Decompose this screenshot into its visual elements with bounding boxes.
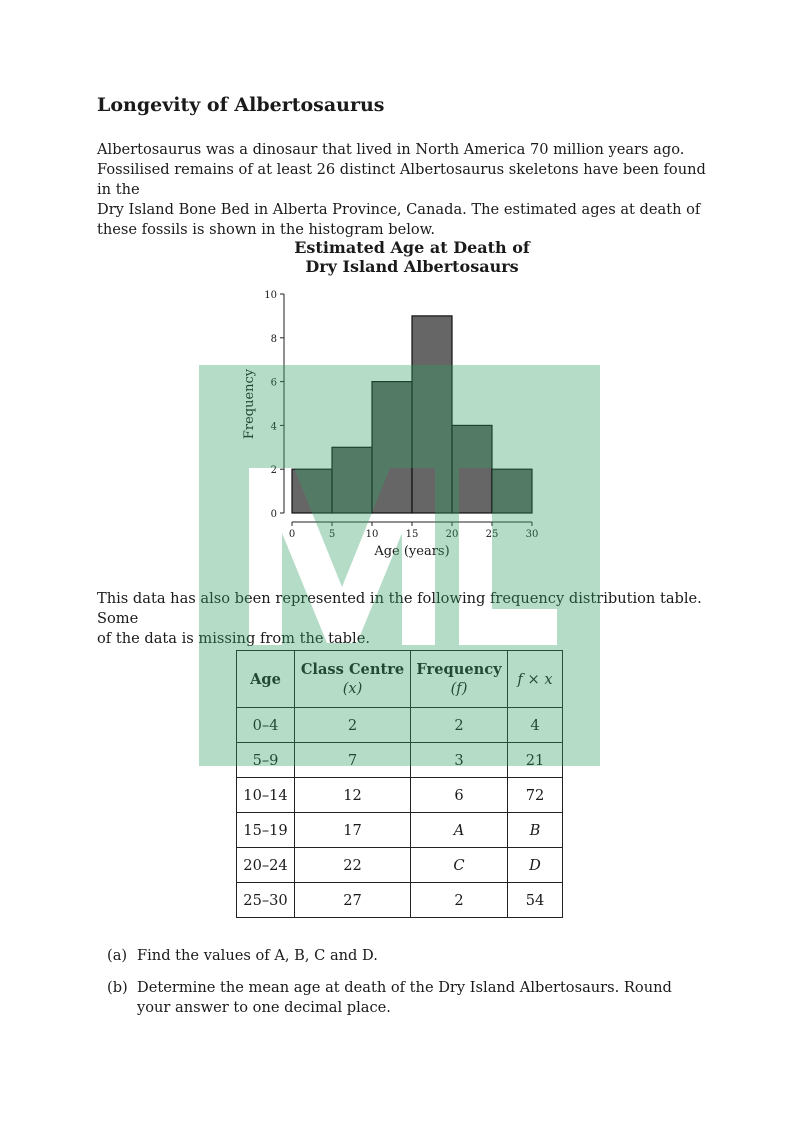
x-tick-label: 30 (525, 529, 539, 540)
x-tick-label: 20 (445, 529, 459, 540)
frequency-cell: 2 (411, 708, 508, 743)
age-cell: 25–30 (237, 883, 295, 918)
table-row (237, 778, 563, 813)
age-histogram (0, 232, 800, 567)
y-axis-label: Frequency (242, 368, 257, 440)
intro-line: Fossilised remains of at least 26 distinct Albertosaurus skeletons have been found in the (97, 161, 706, 198)
frequency-table (236, 650, 563, 918)
header-label: f × x (517, 670, 553, 688)
age-cell: 10–14 (237, 778, 295, 813)
histogram-bar (452, 425, 492, 513)
chart-title-line: Estimated Age at Death of (294, 238, 530, 257)
histogram-bar (412, 316, 452, 513)
table-row (237, 848, 563, 883)
class-centre-cell: 12 (295, 778, 411, 813)
histogram-bar (372, 382, 412, 513)
page-title: Longevity of Albertosaurus (97, 94, 385, 116)
y-tick-label: 4 (270, 421, 277, 433)
age-cell: 20–24 (237, 848, 295, 883)
header-label: Age (250, 670, 281, 688)
question-text: Determine the mean age at death of the Dry Island Albertosaurs. Round your answer to one decimal place. (137, 979, 672, 1016)
fx-cell: 4 (508, 708, 563, 743)
x-tick-label: 15 (405, 529, 419, 540)
class-centre-cell: 17 (295, 813, 411, 848)
header-f-times-x (508, 651, 563, 708)
y-tick-label: 0 (270, 509, 277, 520)
intro-line: Albertosaurus was a dinosaur that lived in North America 70 million years ago. (97, 141, 685, 158)
intro-line: Dry Island Bone Bed in Alberta Province, Canada. The estimated ages at death of (97, 201, 701, 218)
fx-cell: 72 (508, 778, 563, 813)
question-b (107, 978, 707, 1018)
frequency-cell: 2 (411, 883, 508, 918)
questions-list (107, 946, 707, 1030)
header-age (237, 651, 295, 708)
table-header-row (237, 651, 563, 708)
x-tick-label: 25 (485, 529, 499, 540)
header-label: Frequency (416, 661, 502, 678)
table-row (237, 813, 563, 848)
question-a (107, 946, 707, 966)
class-centre-cell: 27 (295, 883, 411, 918)
fx-cell: 54 (508, 883, 563, 918)
age-cell: 15–19 (237, 813, 295, 848)
header-symbol: (f) (450, 680, 468, 697)
intro-line: these fossils is shown in the histogram below. (97, 221, 436, 238)
frequency-cell: 6 (411, 778, 508, 813)
fx-cell: D (508, 848, 563, 883)
header-symbol: (x) (342, 680, 363, 697)
fx-cell: 21 (508, 743, 563, 778)
table-row (237, 743, 563, 778)
y-tick-label: 2 (270, 465, 277, 477)
header-frequency (411, 651, 508, 708)
frequency-cell: 3 (411, 743, 508, 778)
header-class-centre (295, 651, 411, 708)
histogram-bar (332, 447, 372, 513)
class-centre-cell: 22 (295, 848, 411, 883)
table-row (237, 708, 563, 743)
x-tick-label: 5 (328, 529, 336, 540)
class-centre-cell: 2 (295, 708, 411, 743)
histogram-bar (492, 469, 532, 513)
question-text: Find the values of A, B, C and D. (137, 947, 378, 964)
class-centre-cell: 7 (295, 743, 411, 778)
header-label: Class Centre (300, 661, 405, 678)
intro-paragraph (97, 140, 717, 240)
question-label: (a) (107, 947, 128, 964)
y-tick-label: 8 (270, 333, 277, 345)
histogram-bar (292, 469, 332, 513)
y-tick-label: 6 (270, 377, 277, 389)
question-label: (b) (107, 979, 128, 996)
x-tick-label: 10 (365, 529, 379, 540)
paragraph-line: This data has also been represented in the following frequency distribution table. Some (97, 590, 702, 627)
chart-title-line: Dry Island Albertosaurs (305, 257, 519, 276)
y-tick-label: 10 (264, 290, 277, 301)
frequency-cell: A (411, 813, 508, 848)
table-intro-paragraph (97, 589, 717, 649)
frequency-cell: C (411, 848, 508, 883)
age-cell: 5–9 (237, 743, 295, 778)
x-tick-label: 0 (288, 529, 296, 540)
table-row (237, 883, 563, 918)
age-cell: 0–4 (237, 708, 295, 743)
fx-cell: B (508, 813, 563, 848)
x-axis-label: Age (years) (374, 544, 450, 559)
paragraph-line: of the data is missing from the table. (97, 630, 370, 647)
